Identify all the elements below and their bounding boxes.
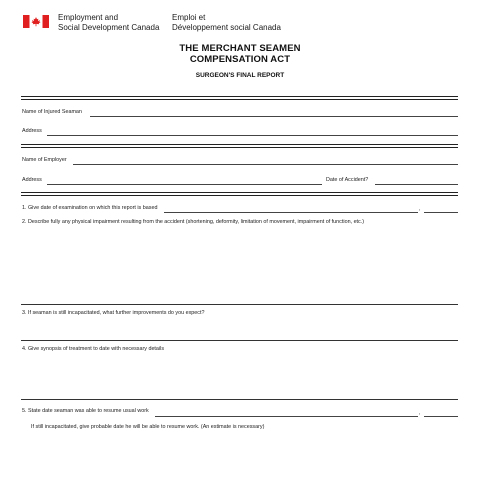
injured-seaman-field[interactable]: [90, 116, 458, 117]
department-en-line-2: Social Development Canada: [58, 22, 160, 32]
section-divider: [21, 192, 458, 193]
further-improvements-answer-area[interactable]: [22, 318, 458, 338]
department-fr-line-1: Emploi et: [172, 13, 206, 22]
date-of-accident-label: Date of Accident?: [326, 177, 369, 183]
question-5-note: If still incapacitated, give probable date he will be able to resume work. (An estimate is necessary): [31, 424, 265, 430]
section-divider: [21, 96, 458, 97]
department-fr-line-2: Développement social Canada: [172, 22, 281, 32]
form-subtitle: SURGEON'S FINAL REPORT: [195, 72, 285, 79]
section-divider: [21, 99, 458, 100]
department-name-english: [58, 13, 159, 32]
date-of-accident-field[interactable]: [375, 184, 458, 185]
seaman-address-label: Address: [22, 128, 42, 134]
question-4-label: 4. Give synopsis of treatment to date with necessary details: [22, 346, 165, 352]
canada-flag-icon: [23, 15, 49, 28]
section-divider: [21, 195, 458, 196]
question-divider: [21, 304, 458, 305]
question-divider: [21, 399, 458, 400]
question-2-label: 2. Describe fully any physical impairment resulting from the accident (shortening, deformity, limitation of movement, impairment of function, etc.): [22, 219, 365, 225]
form-title: [0, 43, 480, 65]
examination-year-field[interactable]: [424, 212, 458, 213]
question-3-label: 3. If seaman is still incapacitated, what further improvements do you expect?: [22, 310, 205, 316]
section-divider: [21, 147, 458, 148]
examination-date-field[interactable]: [164, 212, 418, 213]
physical-impairment-answer-area[interactable]: [22, 227, 458, 302]
employer-field[interactable]: [73, 164, 458, 165]
department-name-french: [172, 13, 281, 32]
employer-address-field[interactable]: [47, 184, 322, 185]
form-title-line-2: COMPENSATION ACT: [189, 54, 291, 65]
treatment-synopsis-answer-area[interactable]: [22, 354, 458, 397]
employer-label: Name of Employer: [22, 157, 67, 163]
question-1-label: 1. Give date of examination on which this report is based: [22, 205, 158, 211]
question-divider: [21, 340, 458, 341]
resume-work-date-field[interactable]: [155, 416, 418, 417]
section-divider: [21, 144, 458, 145]
question-5-label: 5. State date seaman was able to resume usual work: [22, 408, 149, 414]
resume-work-year-field[interactable]: [424, 416, 458, 417]
form-title-line-1: THE MERCHANT SEAMEN: [179, 43, 301, 54]
date-separator: ,: [419, 410, 421, 416]
date-separator: ,: [419, 206, 421, 212]
department-en-line-1: Employment and: [58, 13, 119, 22]
injured-seaman-label: Name of Injured Seaman: [22, 109, 82, 115]
seaman-address-field[interactable]: [47, 135, 458, 136]
employer-address-label: Address: [22, 177, 42, 183]
